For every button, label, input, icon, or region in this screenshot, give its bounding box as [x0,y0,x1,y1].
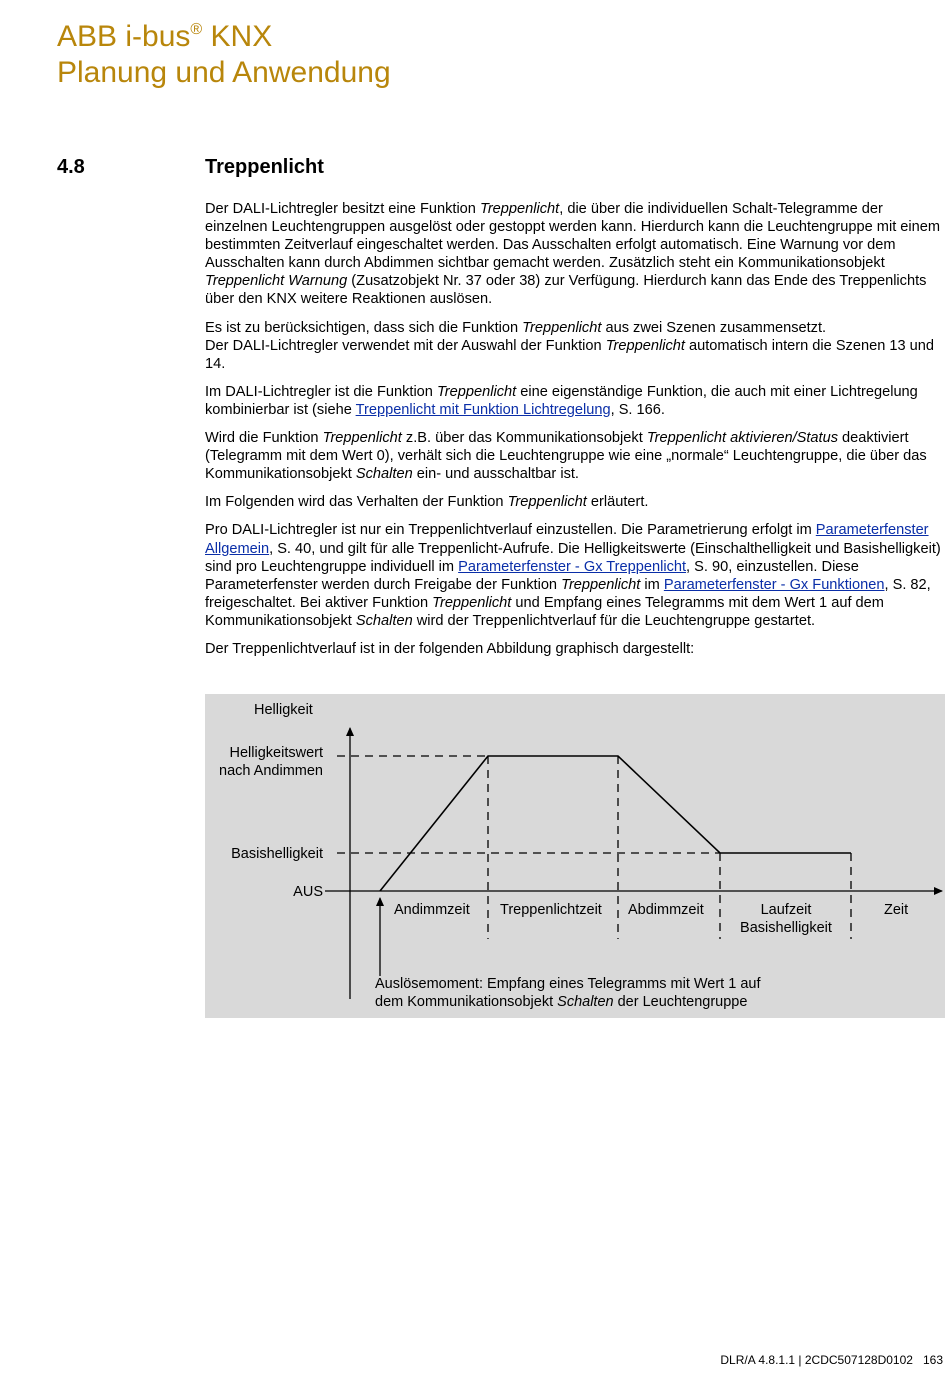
paragraph-4: Wird die Funktion Treppenlicht z.B. über das Kommunikationsobjekt Treppenlicht aktivieren/Status deaktiviert (Telegramm mit dem Wert 0), verhält sich die Leuchtengruppe wie eine „normale“ Leuchtengruppe, die über das Kommunikationsobjekt Schalten ein- und ausschaltbar ist. [205,430,927,483]
header-brand-line: ABB i-bus® KNX [57,20,273,53]
section-title: Treppenlicht [205,156,324,178]
document-header [57,12,391,91]
paragraph-3: Im DALI-Lichtregler ist die Funktion Treppenlicht eine eigenständige Funktion, die auch mit einer Lichtregelung kombinierbar ist (siehe Treppenlicht mit Funktion Lichtregelung, S. 166. [205,383,918,418]
link-parameterfenster-allgemein[interactable]: Parameterfenster Allgemein [205,522,929,557]
phase-treppenlichtzeit-label: Treppenlichtzeit [500,902,602,918]
phase-andimmzeit-label: Andimmzeit [394,902,470,918]
paragraph-1: Der DALI-Lichtregler besitzt eine Funktion Treppenlicht, die über die individuellen Schalt-Telegramme der einzelnen Leuchtengruppen ausgelöst oder gestoppt werden kann. Hierdurch kann die Leuchtengruppe mit einem bestimmten Zeitverlauf eingeschaltet werden. Das Ausschalten erfolgt automatisch. Eine Warnung vor dem Ausschalten kann durch Abdimmen sichtbar gemacht werden. Zusätzlich steht ein Kommunikationsobjekt Treppenlicht Warnung (Zusatzobjekt Nr. 37 oder 38) zur Verfügung. Hierdurch kann das Ende des Treppenlichts über den KNX weitere Reaktionen auslösen. [205,201,941,308]
section-number: 4.8 [57,156,85,178]
registered-mark: ® [190,21,203,38]
paragraph-5: Im Folgenden wird das Verhalten der Funktion Treppenlicht erläutert. [205,494,649,511]
link-treppenlicht-lichtregelung[interactable]: Treppenlicht mit Funktion Lichtregelung [355,401,611,418]
staircase-light-diagram [205,694,945,1018]
y-axis-label: Helligkeit [254,702,313,718]
paragraph-6: Pro DALI-Lichtregler ist nur ein Treppenlichtverlauf einzustellen. Die Parametrierung erfolgt im Parameterfenster Allgemein, S. 40, und gilt für alle Treppenlicht-Aufrufe. Die Helligkeitswerte (Einschalthelligkeit und Basishelligkeit) sind pro Leuchtengruppe individuell im Parameterfenster - Gx Treppenlicht, S. 90, einzustellen. Diese Parameterfenster werden durch Freigabe der Funktion Treppenlicht im Parameterfenster - Gx Funktionen, S. 82, freigeschaltet. Bei aktiver Funktion Treppenlicht und Empfang eines Telegramms mit dem Wert 1 auf dem Kommunikationsobjekt Schalten wird der Treppenlichtverlauf für die Leuchtengruppe gestartet. [205,522,941,629]
header-subtitle: Planung und Anwendung [57,56,391,89]
x-axis-label: Zeit [884,902,909,918]
paragraph-7: Der Treppenlichtverlauf ist in der folgenden Abbildung graphisch dargestellt: [205,640,695,657]
body-text [205,200,943,668]
footer-doc-id: DLR/A 4.8.1.1 | 2CDC507128D0102 [720,1353,913,1367]
page-number: 163 [922,1353,943,1367]
paragraph-2: Es ist zu berücksichtigen, dass sich die Funktion Treppenlicht aus zwei Szenen zusammensetzt. Der DALI-Lichtregler verwendet mit der Auswahl der Funktion Treppenlicht automatisch intern die Szenen 13 und 14. [205,319,935,372]
page-footer [720,1353,943,1367]
level-off-label: AUS [293,884,323,900]
link-parameterfenster-gx-funktionen[interactable]: Parameterfenster - Gx Funktionen [663,576,885,593]
brightness-curve [380,756,851,891]
level-high-label: Helligkeitswert nach Andimmen [219,745,323,779]
phase-laufzeit-label: Laufzeit Basishelligkeit [740,902,832,936]
phase-abdimmzeit-label: Abdimmzeit [628,902,704,918]
trigger-caption: Auslösemoment: Empfang eines Telegramms mit Wert 1 auf dem Kommunikationsobjekt Schalten der Leuchtengruppe [375,976,761,1010]
level-base-label: Basishelligkeit [231,846,323,862]
link-parameterfenster-gx-treppenlicht[interactable]: Parameterfenster - Gx Treppenlicht [458,558,687,575]
